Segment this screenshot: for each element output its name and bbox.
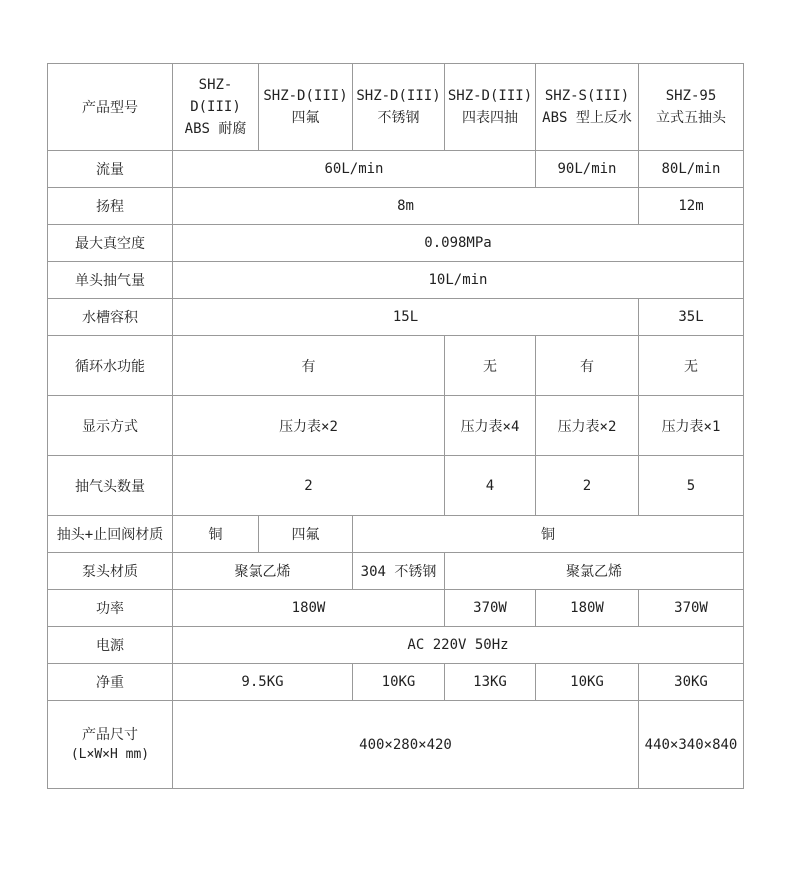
spec-cell: 304 不锈钢 xyxy=(353,553,445,590)
spec-cell: 13KG xyxy=(445,664,536,701)
spec-cell: 440×340×840 xyxy=(639,701,744,789)
table-row xyxy=(48,262,744,299)
spec-cell: 压力表×2 xyxy=(173,396,445,456)
spec-cell: 2 xyxy=(536,456,639,516)
spec-cell: 有 xyxy=(536,336,639,396)
spec-cell: 180W xyxy=(536,590,639,627)
spec-cell: 80L/min xyxy=(639,151,744,188)
spec-cell: 四氟 xyxy=(259,516,353,553)
spec-cell: 铜 xyxy=(353,516,744,553)
header-cell-model-3 xyxy=(353,64,445,151)
table-row xyxy=(48,396,744,456)
model-series: SHZ-95 xyxy=(665,88,717,104)
table-row xyxy=(48,456,744,516)
model-variant: 四氟 xyxy=(291,110,320,126)
table-row xyxy=(48,336,744,396)
spec-cell: 10L/min xyxy=(173,262,744,299)
row-label xyxy=(48,701,173,789)
spec-cell: 9.5KG xyxy=(173,664,353,701)
model-series: SHZ-D(III) xyxy=(190,77,241,115)
spec-cell: 聚氯乙烯 xyxy=(445,553,744,590)
row-label: 功率 xyxy=(48,590,173,627)
spec-cell: 压力表×4 xyxy=(445,396,536,456)
row-label: 单头抽气量 xyxy=(48,262,173,299)
spec-cell: 370W xyxy=(445,590,536,627)
spec-cell: 压力表×1 xyxy=(639,396,744,456)
row-label: 扬程 xyxy=(48,188,173,225)
row-label: 净重 xyxy=(48,664,173,701)
table-row xyxy=(48,188,744,225)
spec-cell: 30KG xyxy=(639,664,744,701)
row-label-sub: (L×W×H mm) xyxy=(70,746,150,762)
row-label: 抽气头数量 xyxy=(48,456,173,516)
table-row xyxy=(48,627,744,664)
row-label: 水槽容积 xyxy=(48,299,173,336)
table-body xyxy=(48,151,744,789)
spec-cell: 10KG xyxy=(536,664,639,701)
model-series: SHZ-D(III) xyxy=(447,88,533,104)
row-label: 流量 xyxy=(48,151,173,188)
model-series: SHZ-D(III) xyxy=(356,88,441,104)
spec-cell: 0.098MPa xyxy=(173,225,744,262)
spec-cell: AC 220V 50Hz xyxy=(173,627,744,664)
spec-cell: 60L/min xyxy=(173,151,536,188)
table-row xyxy=(48,664,744,701)
table-row xyxy=(48,299,744,336)
spec-cell: 压力表×2 xyxy=(536,396,639,456)
table-row xyxy=(48,516,744,553)
product-spec-table-container xyxy=(47,63,744,789)
row-label: 泵头材质 xyxy=(48,553,173,590)
row-label: 抽头+止回阀材质 xyxy=(48,516,173,553)
row-label: 显示方式 xyxy=(48,396,173,456)
table-row xyxy=(48,225,744,262)
table-row xyxy=(48,151,744,188)
row-label: 循环水功能 xyxy=(48,336,173,396)
spec-cell: 180W xyxy=(173,590,445,627)
spec-cell: 无 xyxy=(445,336,536,396)
spec-cell: 8m xyxy=(173,188,639,225)
spec-cell: 400×280×420 xyxy=(173,701,639,789)
model-variant: ABS 耐腐 xyxy=(184,121,247,137)
table-row xyxy=(48,701,744,789)
table-row xyxy=(48,590,744,627)
model-variant: 不锈钢 xyxy=(377,110,420,126)
header-row xyxy=(48,64,744,151)
product-spec-table xyxy=(47,63,744,789)
row-label: 电源 xyxy=(48,627,173,664)
spec-cell: 铜 xyxy=(173,516,259,553)
model-variant: 四表四抽 xyxy=(462,110,518,126)
model-variant: 立式五抽头 xyxy=(656,110,726,126)
spec-cell: 35L xyxy=(639,299,744,336)
spec-cell: 15L xyxy=(173,299,639,336)
spec-cell: 370W xyxy=(639,590,744,627)
header-cell-model-5 xyxy=(536,64,639,151)
header-cell-model-2 xyxy=(259,64,353,151)
row-label-main: 产品尺寸 xyxy=(82,726,138,743)
table-row xyxy=(48,553,744,590)
spec-cell: 4 xyxy=(445,456,536,516)
header-cell-model-1 xyxy=(173,64,259,151)
model-series: SHZ-D(III) xyxy=(263,88,348,104)
spec-cell: 90L/min xyxy=(536,151,639,188)
model-series: SHZ-S(III) xyxy=(544,88,630,104)
spec-cell: 10KG xyxy=(353,664,445,701)
spec-cell: 12m xyxy=(639,188,744,225)
spec-cell: 聚氯乙烯 xyxy=(173,553,353,590)
header-cell-model-4 xyxy=(445,64,536,151)
table-header xyxy=(48,64,744,151)
header-cell-model-6 xyxy=(639,64,744,151)
spec-cell: 有 xyxy=(173,336,445,396)
spec-cell: 5 xyxy=(639,456,744,516)
row-label: 最大真空度 xyxy=(48,225,173,262)
spec-cell: 2 xyxy=(173,456,445,516)
spec-cell: 无 xyxy=(639,336,744,396)
model-variant: ABS 型上反水 xyxy=(542,110,632,126)
header-cell-product-model: 产品型号 xyxy=(48,64,173,151)
